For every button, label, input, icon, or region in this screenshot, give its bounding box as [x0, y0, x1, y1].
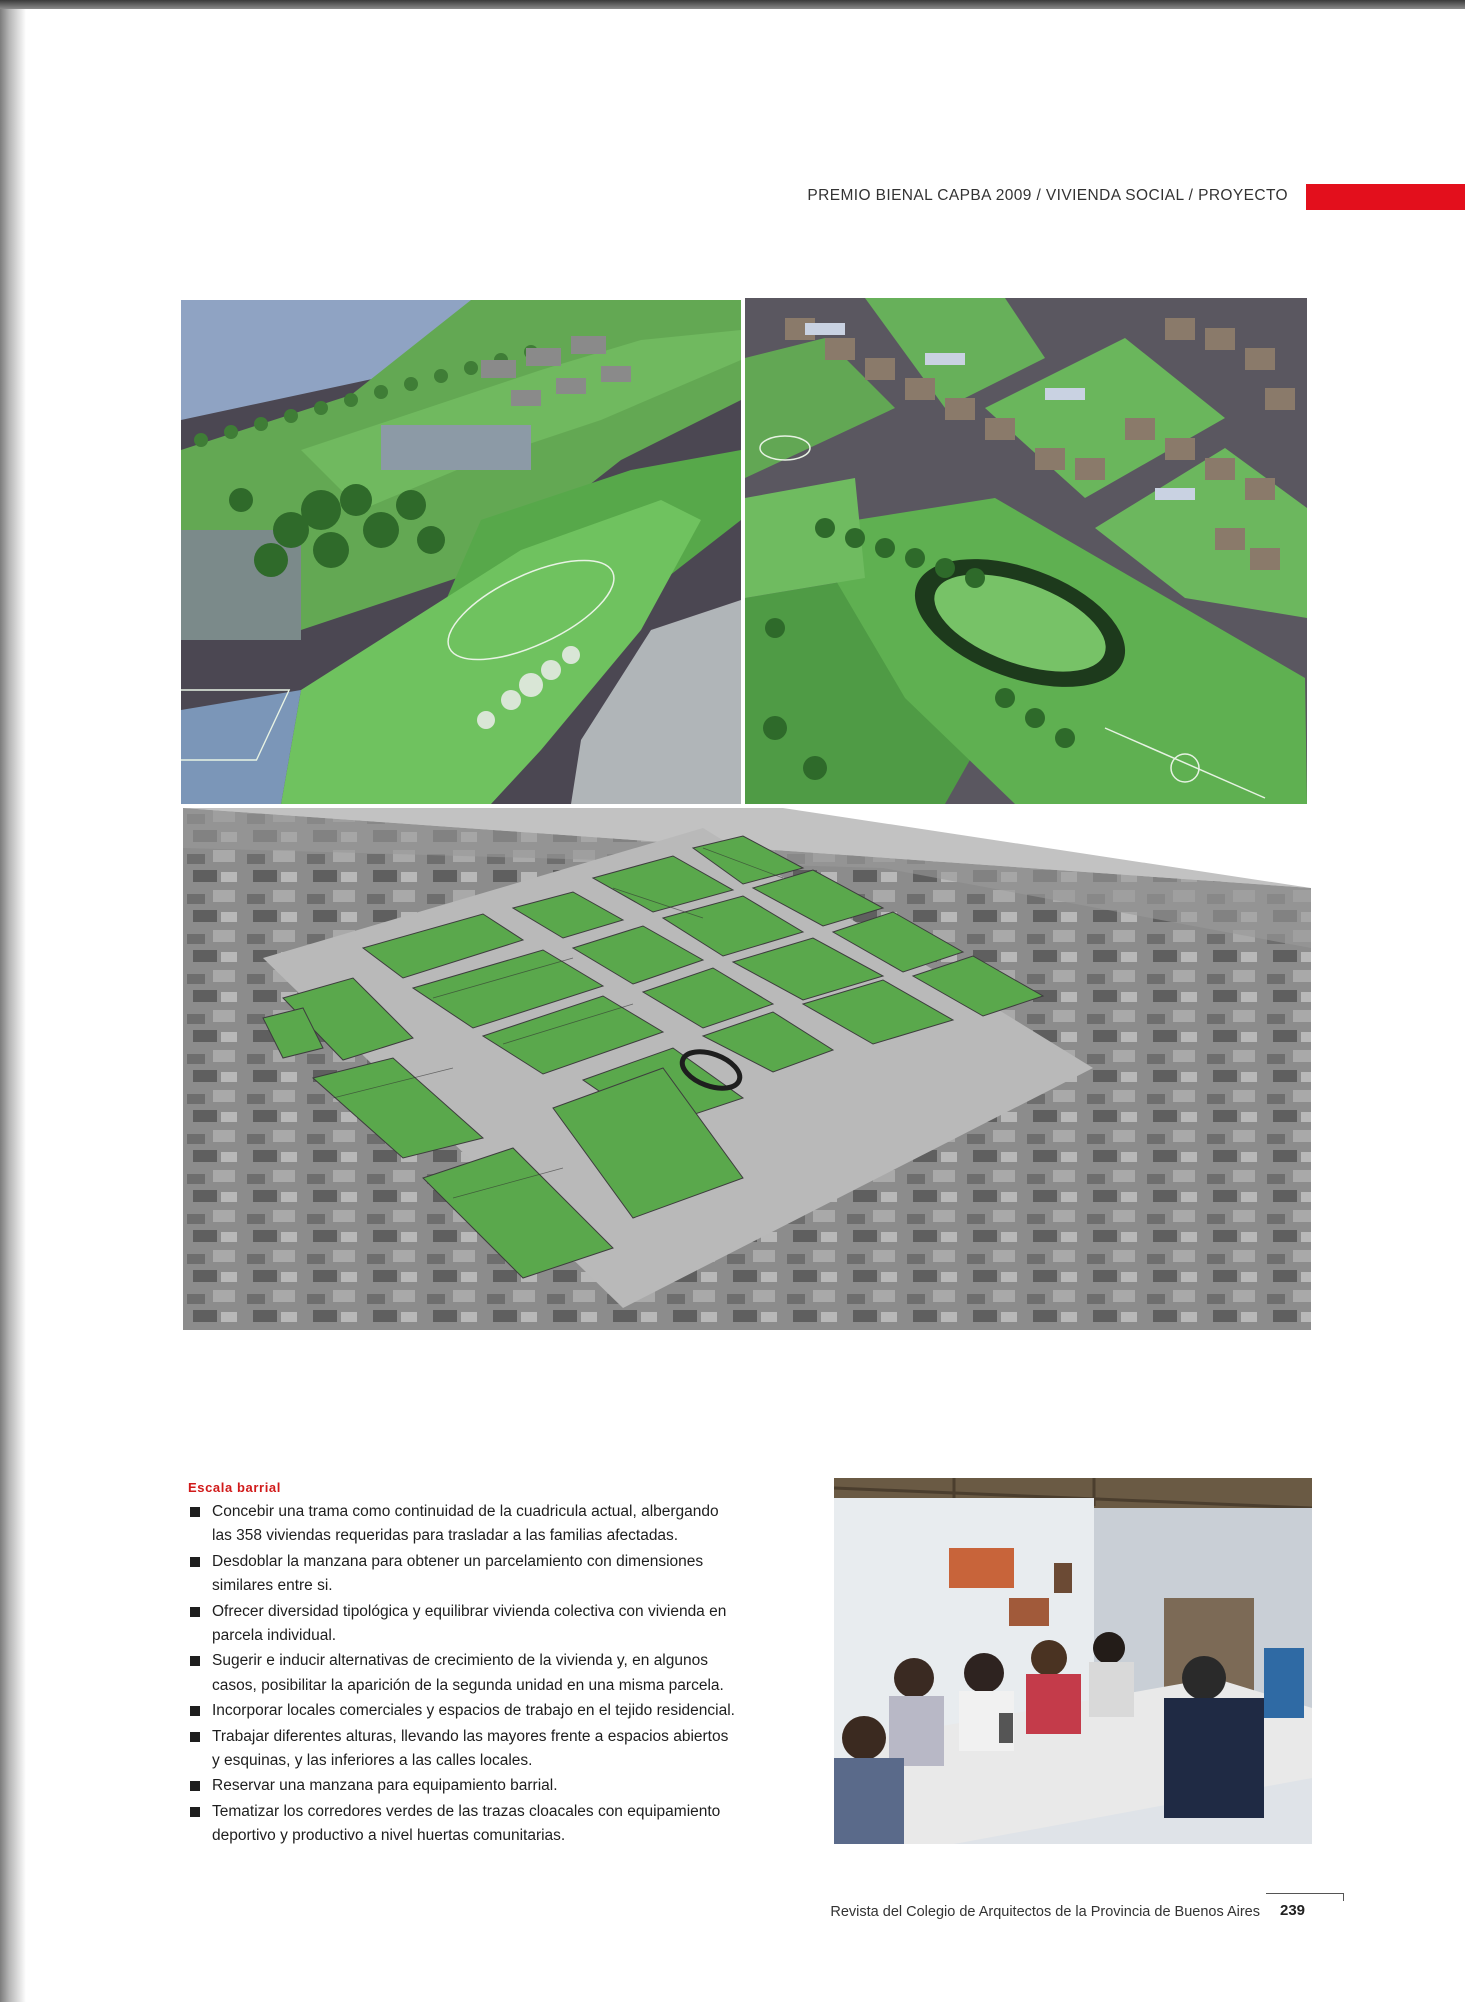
list-item — [188, 1800, 740, 1849]
list-item — [188, 1699, 740, 1723]
list-item-text: Tematizar los corredores verdes de las trazas cloacales con equipamiento deportivo y productivo a nivel huertas comunitarias. — [212, 1802, 721, 1845]
bullet-square-icon — [190, 1781, 200, 1791]
bullet-square-icon — [190, 1732, 200, 1742]
meeting-photo — [834, 1478, 1312, 1844]
list-item-text: Desdoblar la manzana para obtener un parcelamiento con dimensiones similares entre si. — [212, 1552, 704, 1595]
bullet-square-icon — [190, 1507, 200, 1517]
list-item — [188, 1500, 740, 1549]
list-item-text: Sugerir e inducir alternativas de crecimiento de la vivienda y, en algunos casos, posibilitar la aparición de la segunda unidad en una misma parcela. — [212, 1652, 724, 1694]
list-item-text: Concebir una trama como continuidad de la cuadricula actual, albergando las 358 viviendas requeridas para trasladar a las familias afectadas. — [212, 1503, 719, 1545]
bullet-list — [188, 1500, 740, 1850]
section-heading: Escala barrial — [188, 1480, 281, 1495]
footer-rule — [1266, 1893, 1344, 1894]
list-item — [188, 1649, 740, 1698]
list-item-text: Reservar una manzana para equipamiento barrial. — [212, 1777, 558, 1795]
aerial-plan-image — [183, 808, 1311, 1330]
list-item-text: Incorporar locales comerciales y espacios de trabajo en el tejido residencial. — [212, 1702, 735, 1720]
bullet-square-icon — [190, 1607, 200, 1617]
footer-publication: Revista del Colegio de Arquitectos de la Provincia de Buenos Aires — [830, 1904, 1260, 1920]
list-item — [188, 1725, 740, 1774]
bullet-square-icon — [190, 1807, 200, 1817]
bullet-square-icon — [190, 1557, 200, 1567]
bullet-square-icon — [190, 1656, 200, 1666]
binding-shadow — [0, 0, 26, 2002]
scan-top-edge — [0, 0, 1465, 9]
list-item-text: Trabajar diferentes alturas, llevando las mayores frente a espacios abiertos y esquinas, y las inferiores a las calles locales. — [212, 1727, 729, 1770]
running-header: PREMIO BIENAL CAPBA 2009 / VIVIENDA SOCIAL / PROYECTO — [807, 187, 1288, 204]
footer-tick — [1343, 1893, 1344, 1901]
list-item — [188, 1550, 740, 1599]
list-item — [188, 1600, 740, 1649]
list-item — [188, 1774, 740, 1798]
sports-render-image — [745, 298, 1307, 804]
page-number: 239 — [1280, 1902, 1306, 1919]
header-accent-bar — [1306, 184, 1465, 210]
park-render-image — [181, 300, 741, 804]
bullet-square-icon — [190, 1706, 200, 1716]
list-item-text: Ofrecer diversidad tipológica y equilibrar vivienda colectiva con vivienda en parcela individual. — [212, 1602, 727, 1645]
